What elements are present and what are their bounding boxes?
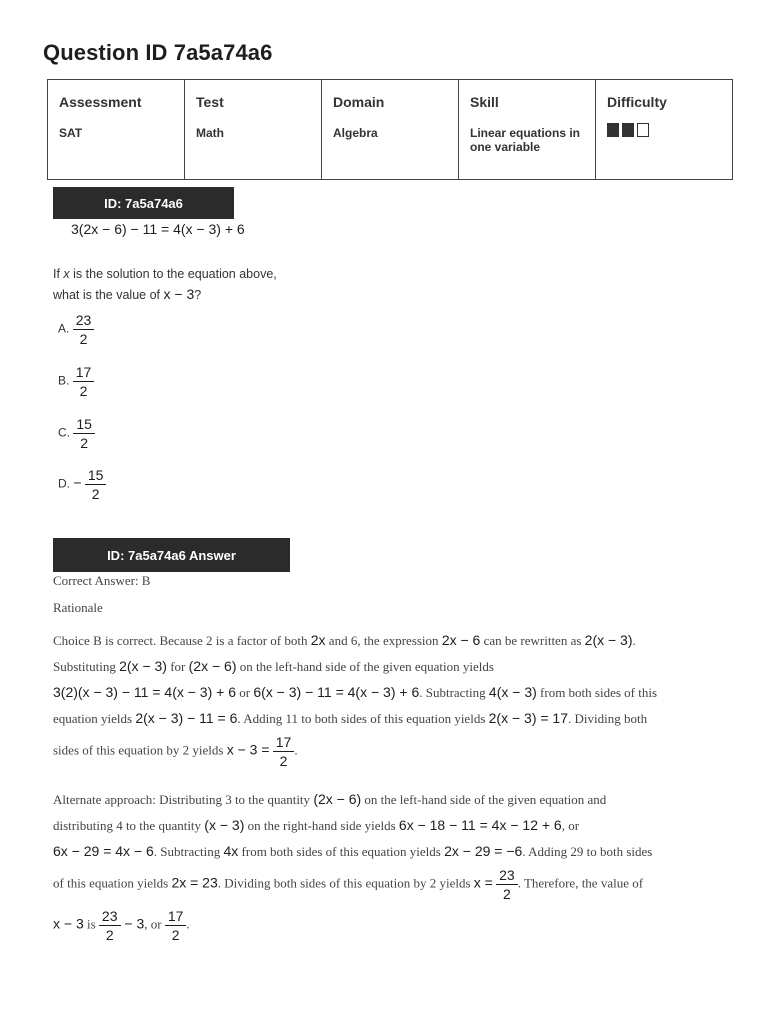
rationale-text: . Adding 11 to both sides of this equation yields — [237, 711, 489, 726]
stem-expression: x − 3 — [163, 286, 195, 302]
rationale-line — [53, 817, 579, 834]
rationale-text: distributing 4 to the quantity — [53, 818, 205, 833]
question-id-bar: ID: 7a5a74a6 — [53, 187, 234, 219]
rationale-line — [53, 710, 647, 727]
stem-text: If — [53, 267, 64, 281]
rationale-text: . — [632, 633, 636, 648]
meta-header-difficulty: Difficulty — [607, 94, 667, 110]
difficulty-bar-empty — [637, 123, 649, 137]
choice-letter: C. — [58, 425, 70, 440]
math-expression: 2x − 29 = −6 — [444, 843, 523, 859]
rationale-text: from both sides of this equation yields — [238, 844, 445, 859]
math-expression: 2x − 6 — [441, 632, 481, 648]
question-equation: 3(2x − 6) − 11 = 4(x − 3) + 6 — [71, 221, 245, 237]
math-expression: 2x = 23 — [171, 874, 218, 891]
rationale-text: . Subtracting — [419, 685, 489, 700]
meta-header-test: Test — [196, 94, 224, 110]
math-expression: 2x — [310, 632, 326, 648]
math-expression: − 3 — [120, 915, 145, 932]
rationale-text: , or — [144, 916, 165, 932]
rationale-text: sides of this equation by 2 yields — [53, 742, 227, 758]
difficulty-bar-filled — [622, 123, 634, 137]
fraction-numerator: 17 — [165, 907, 187, 926]
math-expression: 2(x − 3) — [119, 658, 167, 674]
rationale-line — [53, 684, 657, 701]
rationale-text: Substituting — [53, 659, 120, 674]
rationale-text: is — [83, 916, 99, 932]
fraction-denominator: 2 — [503, 886, 511, 902]
rationale-line — [53, 733, 298, 770]
choice-fraction — [73, 311, 95, 348]
rationale-text: . — [294, 742, 298, 758]
rationale-line — [53, 658, 494, 675]
rationale-text: . Dividing both — [568, 711, 648, 726]
rationale-line — [53, 843, 652, 860]
meta-header-assessment: Assessment — [59, 94, 142, 110]
rationale-text: on the right-hand side yields — [244, 818, 399, 833]
meta-cell-difficulty — [596, 80, 733, 180]
rationale-text: of this equation yields — [53, 875, 172, 891]
rationale-text: on the left-hand side of the given equation and — [361, 792, 607, 807]
rationale-line — [53, 907, 190, 944]
meta-value-test: Math — [196, 126, 224, 140]
fraction-denominator: 2 — [91, 486, 100, 502]
math-expression: 2(x − 3) − 11 = 6 — [135, 710, 238, 726]
question-meta-table — [47, 79, 733, 180]
rationale-text: or — [236, 685, 254, 700]
rationale-text: . Subtracting — [153, 844, 224, 859]
math-expression: 6x − 29 = 4x − 6 — [53, 843, 154, 859]
fraction-denominator: 2 — [279, 753, 288, 769]
rationale-line — [53, 791, 606, 808]
math-fraction — [273, 733, 298, 770]
math-expression: (x − 3) — [204, 817, 245, 833]
choice-c[interactable] — [58, 415, 95, 452]
fraction-denominator: 2 — [79, 331, 88, 347]
meta-cell-domain — [322, 80, 459, 180]
math-expression: 4x — [223, 843, 239, 859]
math-fraction — [99, 907, 121, 944]
choice-letter: B. — [58, 373, 70, 388]
choice-fraction — [85, 466, 107, 503]
math-fraction — [496, 866, 518, 903]
meta-value-domain: Algebra — [333, 126, 378, 140]
rationale-text: can be rewritten as — [480, 633, 585, 648]
meta-header-skill: Skill — [470, 94, 499, 110]
choice-d[interactable] — [58, 466, 106, 503]
rationale-line — [53, 632, 636, 649]
rationale-text: , or — [561, 818, 580, 833]
choice-letter: A. — [58, 321, 70, 336]
correct-answer: Correct Answer: B — [53, 573, 151, 588]
stem-text: is the solution to the equation above, — [69, 267, 277, 281]
answer-id-bar: ID: 7a5a74a6 Answer — [53, 538, 290, 572]
rationale-text: equation yields — [53, 711, 136, 726]
math-expression: 4(x − 3) — [488, 684, 537, 700]
rationale-line — [53, 866, 643, 903]
fraction-denominator: 2 — [171, 927, 180, 943]
math-expression: 2(x − 3) = 17 — [488, 710, 569, 726]
fraction-numerator: 23 — [99, 907, 121, 926]
math-expression: x − 3 = — [226, 741, 270, 758]
meta-cell-skill — [459, 80, 596, 180]
rationale-text: . Therefore, the value of — [517, 875, 644, 891]
rationale-text: on the left-hand side of the given equation yields — [236, 659, 494, 674]
meta-cell-assessment — [48, 80, 185, 180]
choice-fraction — [73, 363, 95, 400]
fraction-numerator: 15 — [73, 415, 95, 434]
choice-fraction — [73, 415, 95, 452]
meta-value-assessment: SAT — [59, 126, 83, 140]
fraction-numerator: 15 — [85, 466, 107, 485]
rationale-text: Choice B is correct. Because 2 is a factor of both — [53, 633, 311, 648]
math-expression: (2x − 6) — [313, 791, 362, 807]
choice-b[interactable] — [58, 363, 94, 400]
rationale-text: from both sides of this — [536, 685, 658, 700]
choice-letter: D. — [58, 476, 70, 491]
fraction-numerator: 17 — [273, 733, 295, 752]
meta-cell-test — [185, 80, 322, 180]
fraction-denominator: 2 — [105, 927, 114, 943]
fraction-denominator: 2 — [79, 383, 88, 399]
choice-sign: − — [73, 474, 82, 491]
choice-a[interactable] — [58, 311, 94, 348]
rationale-text: . Dividing both sides of this equation by 2 yields — [217, 875, 474, 891]
math-expression: 6(x − 3) − 11 = 4(x − 3) + 6 — [253, 684, 420, 700]
math-expression: 6x − 18 − 11 = 4x − 12 + 6 — [398, 817, 562, 833]
math-expression: x − 3 — [53, 915, 84, 932]
fraction-numerator: 23 — [73, 311, 95, 330]
stem-text: ? — [194, 288, 202, 302]
math-expression: 3(2)(x − 3) − 11 = 4(x − 3) + 6 — [53, 684, 236, 700]
stem-variable: x — [63, 267, 70, 281]
math-expression: 2(x − 3) — [584, 632, 633, 648]
stem-text: what is the value of — [53, 288, 164, 302]
meta-header-domain: Domain — [333, 94, 385, 110]
page-title: Question ID 7a5a74a6 — [43, 40, 273, 65]
difficulty-indicator — [607, 123, 721, 137]
difficulty-bar-filled — [607, 123, 619, 137]
rationale-text: for — [166, 659, 189, 674]
rationale-label: Rationale — [53, 600, 103, 615]
math-fraction — [165, 907, 190, 944]
rationale-text: . Adding 29 to both sides — [522, 844, 653, 859]
question-stem — [53, 264, 277, 305]
rationale-text: and 6, the expression — [325, 633, 442, 648]
math-expression: (2x − 6) — [188, 658, 237, 674]
fraction-numerator: 23 — [496, 866, 518, 885]
math-expression: x = — [473, 874, 493, 891]
fraction-denominator: 2 — [80, 435, 89, 451]
rationale-text: . — [186, 916, 190, 932]
rationale-text: Alternate approach: Distributing 3 to the quantity — [53, 792, 314, 807]
meta-value-skill: Linear equations in one variable — [470, 126, 581, 154]
fraction-numerator: 17 — [73, 363, 95, 382]
